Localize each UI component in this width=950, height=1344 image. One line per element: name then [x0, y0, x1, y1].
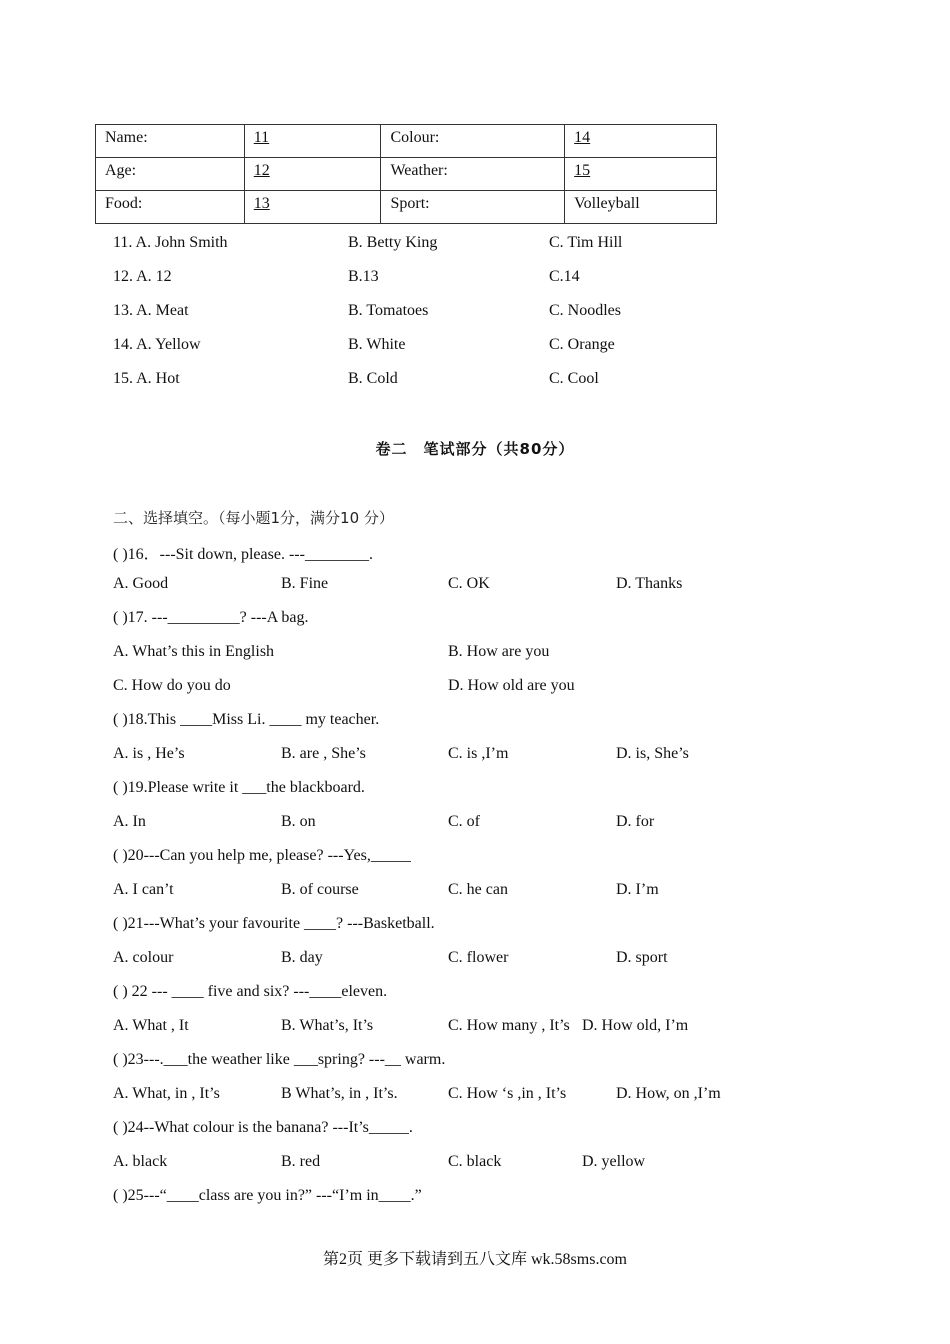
question-option: C. black	[448, 1153, 502, 1170]
question-option: D. I’m	[616, 881, 659, 898]
listening-option-b: B. Betty King	[348, 234, 438, 251]
part2-title: 卷二 笔试部分（共80分）	[375, 440, 575, 458]
question-stem: ( )23---.___the weather like ___spring? ---__ warm.	[113, 1051, 446, 1068]
table-cell: Volleyball	[565, 191, 717, 224]
table-cell: 12	[244, 158, 381, 191]
question-option: C. of	[448, 813, 480, 830]
table-cell: 11	[244, 125, 381, 158]
question-option: A. Good	[113, 575, 169, 592]
question-stem: ( )21---What’s your favourite ____? ---Basketball.	[113, 915, 435, 932]
question-option: D. yellow	[582, 1153, 646, 1170]
question-option: B. of course	[281, 881, 359, 898]
question-option: B. on	[281, 813, 316, 830]
listening-option-a: 13. A. Meat	[113, 302, 189, 319]
table-row	[96, 191, 717, 224]
question-option: B. How are you	[448, 643, 550, 660]
question-option: D. Thanks	[616, 575, 683, 592]
question-option: C. he can	[448, 881, 508, 898]
question-option: A. black	[113, 1153, 168, 1170]
question-option: C. is ,I’m	[448, 745, 509, 762]
question-option: D. How, on ,I’m	[616, 1085, 721, 1102]
table-cell: Food:	[96, 191, 245, 224]
question-option: C. OK	[448, 575, 490, 592]
question-option: A. What , It	[113, 1017, 189, 1034]
question-stem: ( )17. ---_________? ---A bag.	[113, 609, 309, 626]
listening-option-c: C. Noodles	[549, 302, 621, 319]
question-option: A. colour	[113, 949, 174, 966]
question-option: B. What’s, It’s	[281, 1017, 374, 1034]
listening-option-a: 11. A. John Smith	[113, 234, 228, 251]
listening-option-c: C. Tim Hill	[549, 234, 623, 251]
listening-option-c: C.14	[549, 268, 580, 285]
listening-option-a: 15. A. Hot	[113, 370, 180, 387]
table-cell: 14	[565, 125, 717, 158]
question-option: C. How do you do	[113, 677, 231, 694]
question-option: D. is, She’s	[616, 745, 689, 762]
question-stem: ( )24--What colour is the banana? ---It’s_____.	[113, 1119, 413, 1136]
question-option: C. How many , It’s	[448, 1017, 570, 1034]
listening-option-a: 14. A. Yellow	[113, 336, 201, 353]
listening-option-b: B. White	[348, 336, 406, 353]
question-option: D. How old, I’m	[582, 1017, 689, 1034]
page-footer: 第2页 更多下载请到五八文库 wk.58sms.com	[322, 1251, 627, 1268]
listening-option-b: B.13	[348, 268, 379, 285]
table-row	[96, 125, 717, 158]
question-option: B. are , She’s	[281, 745, 366, 762]
question-option: A. is , He’s	[113, 745, 185, 762]
question-stem: ( )20---Can you help me, please? ---Yes,_____	[113, 847, 411, 864]
question-option: A. What, in , It’s	[113, 1085, 220, 1102]
listening-option-c: C. Cool	[549, 370, 599, 387]
question-stem: ( )25---“____class are you in?” ---“I’m in____.”	[113, 1187, 422, 1204]
question-stem: ( )18.This ____Miss Li. ____ my teacher.	[113, 711, 380, 728]
section-title: 二、选择填空。（每小题1分，满分10 分）	[113, 509, 394, 527]
question-option: B. day	[281, 949, 323, 966]
question-option: C. How ‘s ,in , It’s	[448, 1085, 567, 1102]
table-cell: Weather:	[381, 158, 565, 191]
listening-option-b: B. Cold	[348, 370, 398, 387]
question-option: A. In	[113, 813, 146, 830]
question-stem: ( )19.Please write it ___the blackboard.	[113, 779, 365, 796]
table-cell: Sport:	[381, 191, 565, 224]
table-row	[96, 158, 717, 191]
question-option: B. red	[281, 1153, 321, 1170]
question-option: D. How old are you	[448, 677, 575, 694]
question-option: B. Fine	[281, 575, 329, 592]
listening-option-a: 12. A. 12	[113, 268, 172, 285]
question-option: B What’s, in , It’s.	[281, 1085, 398, 1102]
table-cell: 15	[565, 158, 717, 191]
question-option: A. I can’t	[113, 881, 174, 898]
question-option: C. flower	[448, 949, 509, 966]
question-option: D. for	[616, 813, 655, 830]
listening-option-b: B. Tomatoes	[348, 302, 429, 319]
listening-option-c: C. Orange	[549, 336, 615, 353]
question-stem: ( ) 22 --- ____ five and six? ---____eleven.	[113, 983, 388, 1000]
question-option: A. What’s this in English	[113, 643, 275, 660]
question-option: D. sport	[616, 949, 668, 966]
question-stem: ( )16．---Sit down, please. ---________.	[113, 546, 373, 563]
table-cell: Colour:	[381, 125, 565, 158]
table-cell: Age:	[96, 158, 245, 191]
info-table	[95, 124, 717, 224]
table-cell: Name:	[96, 125, 245, 158]
table-cell: 13	[244, 191, 381, 224]
